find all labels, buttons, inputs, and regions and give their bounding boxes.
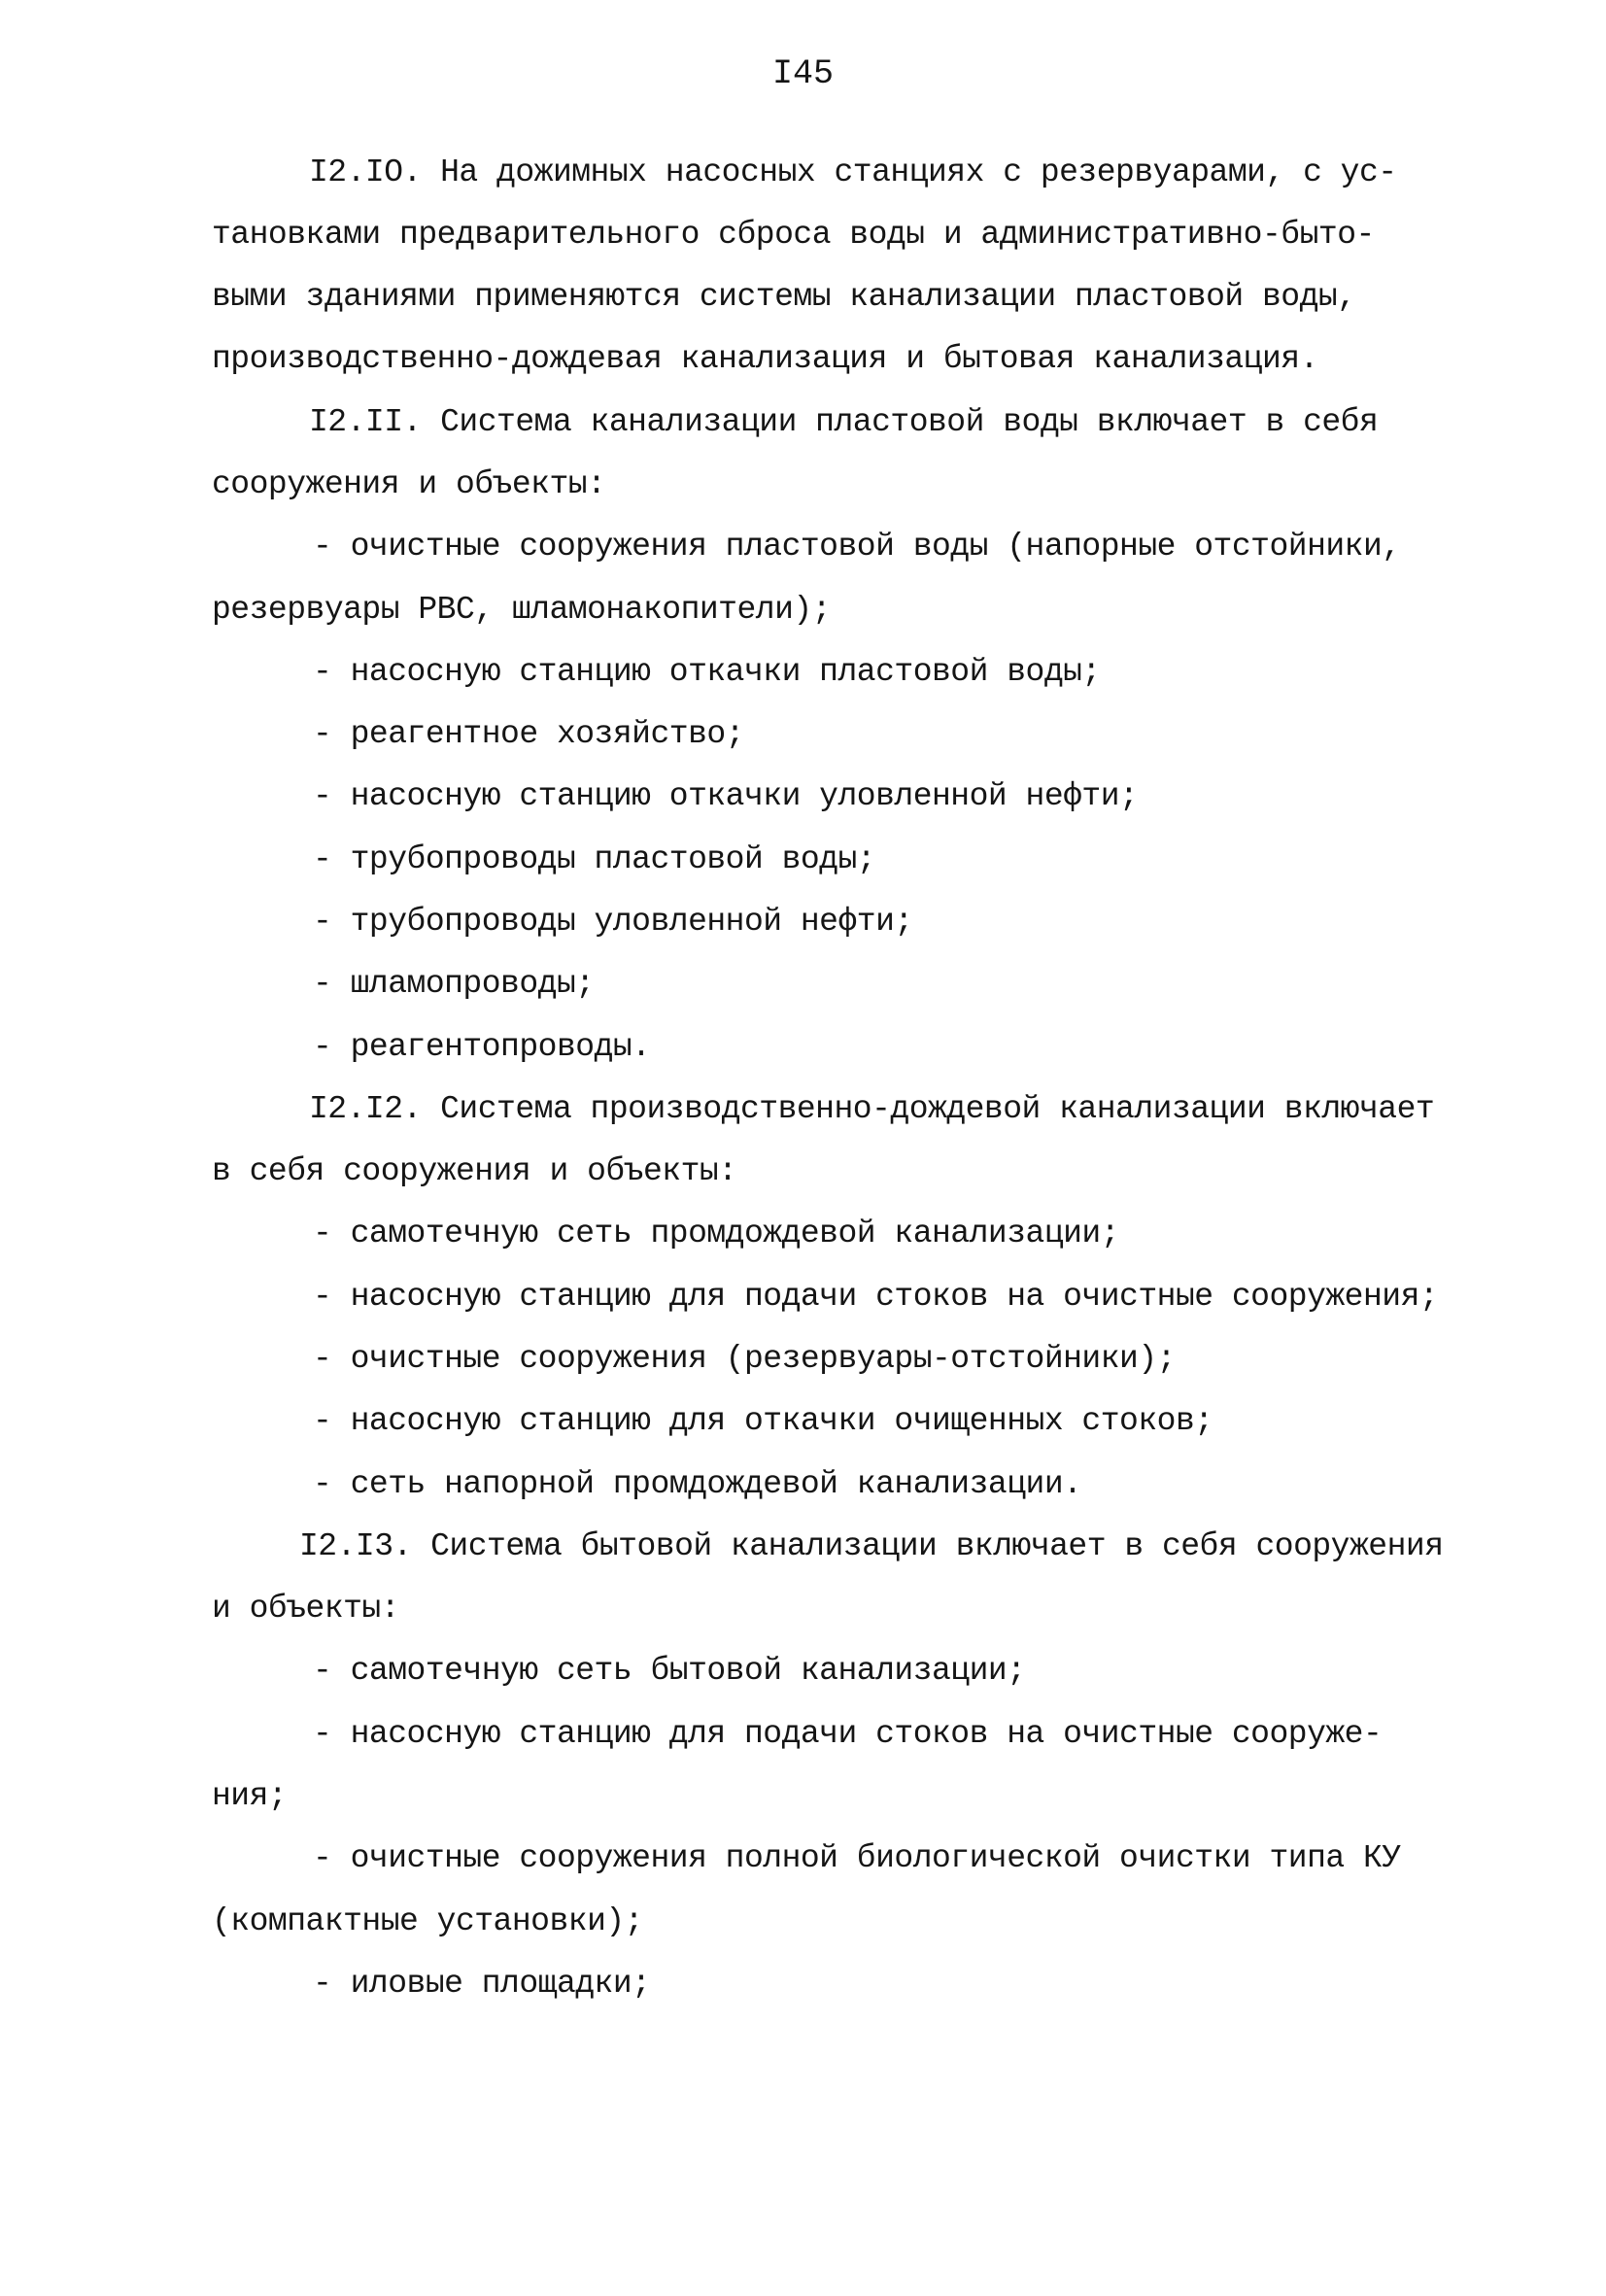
text-line: - трубопроводы уловленной нефти; — [313, 904, 913, 940]
text-line: резервуары РВС, шламонакопители); — [212, 592, 832, 628]
text-line: и объекты: — [212, 1591, 400, 1627]
text-line: - сеть напорной промдождевой канализации. — [313, 1466, 1082, 1502]
text-line: - реагентное хозяйство; — [313, 716, 744, 752]
text-line: I2.I3. Система бытовой канализации включает в себя сооружения — [299, 1528, 1444, 1564]
text-line: - очистные сооружения (резервуары-отстойники); — [313, 1341, 1176, 1377]
text-line: сооружения и объекты: — [212, 466, 606, 502]
text-line: - очистные сооружения пластовой воды (напорные отстойники, — [313, 529, 1401, 565]
text-line: - очистные сооружения полной биологической очистки типа КУ — [313, 1840, 1401, 1876]
text-line: - самотечную сеть промдождевой канализации; — [313, 1216, 1120, 1251]
text-line: - насосную станцию для откачки очищенных стоков; — [313, 1403, 1213, 1439]
text-line: ния; — [212, 1778, 288, 1814]
text-line: - насосную станцию откачки пластовой воды; — [313, 654, 1101, 690]
text-line: - шламопроводы; — [313, 966, 595, 1002]
text-line: I2.I2. Система производственно-дождевой канализации включает — [309, 1091, 1435, 1127]
text-line: (компактные установки); — [212, 1903, 643, 1939]
text-line: тановками предварительного сброса воды и административно-быто- — [212, 217, 1375, 253]
text-line: - насосную станцию для подачи стоков на очистные сооруже- — [313, 1716, 1383, 1752]
text-line: - насосную станцию откачки уловленной нефти; — [313, 778, 1139, 814]
text-line: производственно-дождевая канализация и бытовая канализация. — [212, 341, 1318, 377]
text-line: - реагентопроводы. — [313, 1029, 651, 1065]
text-line: - самотечную сеть бытовой канализации; — [313, 1653, 1026, 1689]
text-line: I2.IO. На дожимных насосных станциях с резервуарами, с ус- — [309, 154, 1397, 190]
page-number: I45 — [771, 54, 834, 93]
text-line: в себя сооружения и объекты: — [212, 1153, 737, 1189]
text-line: выми зданиями применяются системы канализации пластовой воды, — [212, 279, 1356, 315]
text-line: - трубопроводы пластовой воды; — [313, 841, 876, 877]
text-line: - насосную станцию для подачи стоков на очистные сооружения; — [313, 1279, 1439, 1315]
text-line: - иловые площадки; — [313, 1966, 651, 2002]
text-line: I2.II. Система канализации пластовой воды включает в себя — [309, 404, 1379, 440]
